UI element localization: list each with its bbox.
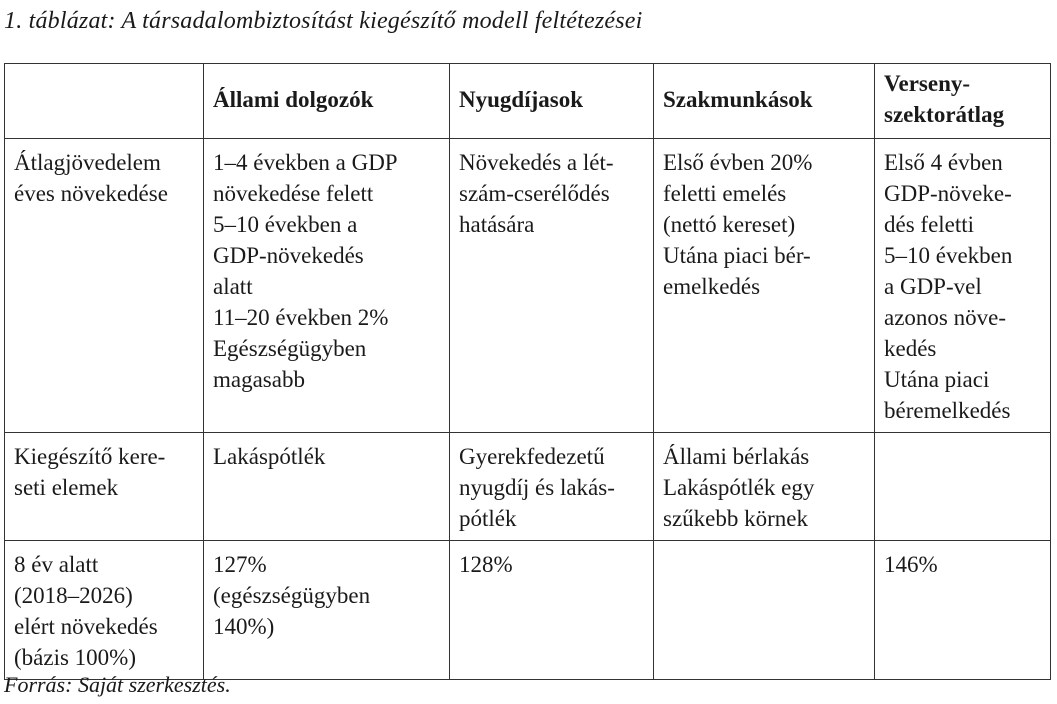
assumptions-table — [4, 63, 1051, 680]
cell-line: (nettó kereset) — [663, 212, 796, 237]
cell-line: béremelkedés — [884, 398, 1011, 423]
table-row — [5, 139, 1051, 433]
cell-line: azonos növe- — [884, 305, 1006, 330]
cell-line: Kiegészítő kere- — [14, 444, 166, 469]
cell-line: Első évben 20% — [663, 150, 813, 175]
cell-line: Lakáspótlék — [213, 444, 326, 469]
cell-line: Utána piaci bér- — [663, 243, 811, 268]
header-line: szektorátlag — [884, 102, 1005, 127]
row-label — [5, 541, 204, 680]
cell-line: Első 4 évben — [884, 150, 1003, 175]
table-cell — [450, 433, 654, 541]
cell-line: Lakáspótlék egy — [663, 475, 815, 500]
table-cell — [875, 541, 1051, 680]
table-row — [5, 541, 1051, 680]
cell-line: nyugdíj és lakás- — [459, 475, 615, 500]
cell-line: kedés — [884, 336, 937, 361]
table-cell — [204, 541, 450, 680]
cell-line: 11–20 években 2% — [213, 305, 389, 330]
cell-line: emelkedés — [663, 274, 761, 299]
cell-line: elért növekedés — [14, 614, 158, 639]
cell-line: szám-cserélődés — [459, 181, 610, 206]
table-cell — [204, 139, 450, 433]
cell-line: 5–10 években — [884, 243, 1013, 268]
cell-line: (egészségügyben — [213, 583, 371, 608]
cell-line: 8 év alatt — [14, 552, 99, 577]
table-cell — [450, 541, 654, 680]
cell-line: éves növekedése — [14, 181, 168, 206]
table-cell-empty — [654, 541, 875, 680]
cell-line: Állami bérlakás — [663, 444, 810, 469]
cell-line: Növekedés a lét- — [459, 150, 614, 175]
cell-line: 127% — [213, 552, 267, 577]
header-state-workers: Állami dolgozók — [204, 64, 450, 139]
cell-line: Utána piaci — [884, 367, 990, 392]
source-note: Forrás: Saját szerkesztés. — [4, 672, 231, 697]
cell-line: növekedése felett — [213, 181, 374, 206]
header-row — [5, 64, 1051, 139]
cell-line: 1–4 években a GDP — [213, 150, 398, 175]
cell-line: alatt — [213, 274, 253, 299]
table-row — [5, 433, 1051, 541]
cell-line: dés feletti — [884, 212, 975, 237]
cell-line: (2018–2026) — [14, 583, 133, 608]
cell-line: Gyerekfedezetű — [459, 444, 605, 469]
cell-line: 128% — [459, 552, 513, 577]
cell-line: 146% — [884, 552, 938, 577]
table-cell — [204, 433, 450, 541]
row-label — [5, 139, 204, 433]
cell-line: GDP-növeke- — [884, 181, 1012, 206]
header-pensioners: Nyugdíjasok — [450, 64, 654, 139]
cell-line: seti elemek — [14, 475, 119, 500]
header-line: Verseny- — [884, 71, 971, 96]
cell-line: pótlék — [459, 506, 517, 531]
table-cell — [654, 433, 875, 541]
cell-line: szűkebb körnek — [663, 506, 808, 531]
header-empty — [5, 64, 204, 139]
table-cell — [875, 139, 1051, 433]
header-skilled-workers: Szakmunkások — [654, 64, 875, 139]
table-cell-empty — [875, 433, 1051, 541]
cell-line: Átlagjövedelem — [14, 150, 161, 175]
row-label — [5, 433, 204, 541]
cell-line: hatására — [459, 212, 535, 237]
header-competitive-sector — [875, 64, 1051, 139]
cell-line: feletti emelés — [663, 181, 787, 206]
cell-line: GDP-növekedés — [213, 243, 364, 268]
table-caption: 1. táblázat: A társadalombiztosítást kiegészítő modell feltétezései — [4, 8, 643, 34]
table-cell — [450, 139, 654, 433]
cell-line: 5–10 években a — [213, 212, 358, 237]
cell-line: Egészségügyben — [213, 336, 367, 361]
cell-line: a GDP-vel — [884, 274, 982, 299]
cell-line: (bázis 100%) — [14, 645, 136, 670]
cell-line: magasabb — [213, 367, 305, 392]
table-cell — [654, 139, 875, 433]
cell-line: 140%) — [213, 614, 275, 639]
